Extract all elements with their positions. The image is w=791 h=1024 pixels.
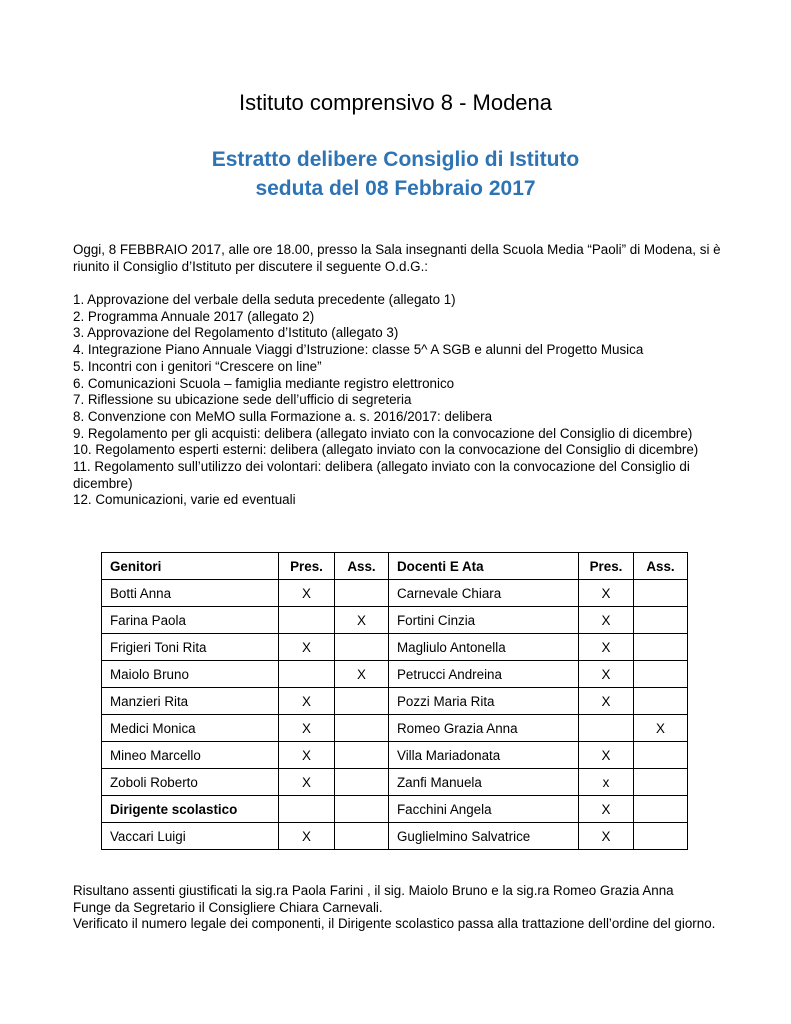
presence-cell: X <box>279 580 335 607</box>
agenda-item: 6. Comunicazioni Scuola – famiglia mediante registro elettronico <box>73 375 455 391</box>
agenda-item: 3. Approvazione del Regolamento d’Istituto (allegato 3) <box>73 325 399 341</box>
absence-cell <box>335 688 389 715</box>
absence-cell <box>634 823 688 850</box>
agenda-item: 11. Regolamento sull’utilizzo dei volontari: delibera (allegato inviato con la convocazione del Consiglio di dicembre) <box>73 459 690 491</box>
agenda-item: 2. Programma Annuale 2017 (allegato 2) <box>73 308 315 324</box>
header-genitori: Genitori <box>102 553 279 580</box>
member-name: Magliulo Antonella <box>389 634 579 661</box>
agenda-item: 9. Regolamento per gli acquisti: delibera (allegato inviato con la convocazione del Consiglio di dicembre) <box>73 425 693 441</box>
presence-cell: X <box>279 634 335 661</box>
presence-cell: X <box>279 715 335 742</box>
header-pres: Pres. <box>279 553 335 580</box>
member-name: Manzieri Rita <box>102 688 279 715</box>
absence-cell <box>634 688 688 715</box>
agenda-item: 4. Integrazione Piano Annuale Viaggi d’Istruzione: classe 5^ A SGB e alunni del Progetto Musica <box>73 342 644 358</box>
attendance-table <box>101 552 688 850</box>
table-row <box>102 607 688 634</box>
member-name: Guglielmino Salvatrice <box>389 823 579 850</box>
absence-cell <box>634 580 688 607</box>
presence-cell: X <box>579 688 634 715</box>
closing-line: Funge da Segretario il Consigliere Chiara Carnevali. <box>73 899 383 915</box>
presence-cell: X <box>579 580 634 607</box>
table-row <box>102 661 688 688</box>
agenda-item: 7. Riflessione su ubicazione sede dell’ufficio di segreteria <box>73 392 412 408</box>
table-row <box>102 715 688 742</box>
member-name: Pozzi Maria Rita <box>389 688 579 715</box>
table-row <box>102 823 688 850</box>
absence-cell <box>634 742 688 769</box>
title-line-2: seduta del 08 Febbraio 2017 <box>255 177 536 200</box>
agenda-list <box>73 292 723 509</box>
member-name: Mineo Marcello <box>102 742 279 769</box>
closing-paragraph <box>73 883 723 933</box>
absence-cell <box>335 580 389 607</box>
closing-line: Risultano assenti giustificati la sig.ra Paola Farini , il sig. Maiolo Bruno e la sig.ra Romeo Grazia Anna <box>73 883 674 898</box>
absence-cell <box>335 715 389 742</box>
presence-cell <box>279 607 335 634</box>
presence-cell: X <box>579 742 634 769</box>
presence-cell: X <box>579 823 634 850</box>
presence-cell: x <box>579 769 634 796</box>
member-name: Botti Anna <box>102 580 279 607</box>
member-name: Carnevale Chiara <box>389 580 579 607</box>
absence-cell <box>335 769 389 796</box>
absence-cell <box>335 823 389 850</box>
absence-cell <box>335 634 389 661</box>
presence-cell <box>279 796 335 823</box>
member-name: Vaccari Luigi <box>102 823 279 850</box>
member-name: Medici Monica <box>102 715 279 742</box>
table-header-row <box>102 553 688 580</box>
presence-cell: X <box>279 742 335 769</box>
absence-cell: X <box>335 661 389 688</box>
table-row <box>102 580 688 607</box>
table-row <box>102 742 688 769</box>
presence-cell: X <box>279 769 335 796</box>
document-title <box>0 145 791 203</box>
member-name: Zanfi Manuela <box>389 769 579 796</box>
presence-cell: X <box>279 823 335 850</box>
member-name: Romeo Grazia Anna <box>389 715 579 742</box>
header-pres: Pres. <box>579 553 634 580</box>
member-name: Facchini Angela <box>389 796 579 823</box>
agenda-item: 12. Comunicazioni, varie ed eventuali <box>73 492 296 508</box>
header-ass: Ass. <box>335 553 389 580</box>
absence-cell: X <box>634 715 688 742</box>
title-line-1: Estratto delibere Consiglio di Istituto <box>211 148 580 171</box>
header-docenti: Docenti E Ata <box>389 553 579 580</box>
absence-cell <box>634 634 688 661</box>
member-name: Dirigente scolastico <box>102 796 279 823</box>
member-name: Frigieri Toni Rita <box>102 634 279 661</box>
absence-cell <box>335 742 389 769</box>
absence-cell <box>634 796 688 823</box>
intro-paragraph: Oggi, 8 FEBBRAIO 2017, alle ore 18.00, presso la Sala insegnanti della Scuola Media “Paoli” di Modena, si è riunito il Consiglio d’Istituto per discutere il seguente O.d.G.: <box>73 242 721 274</box>
table-row <box>102 769 688 796</box>
agenda-item: 1. Approvazione del verbale della seduta precedente (allegato 1) <box>73 292 456 307</box>
closing-line: Verificato il numero legale dei componenti, il Dirigente scolastico passa alla trattazione dell’ordine del giorno. <box>73 916 716 932</box>
table-row <box>102 634 688 661</box>
member-name: Fortini Cinzia <box>389 607 579 634</box>
presence-cell <box>279 661 335 688</box>
member-name: Maiolo Bruno <box>102 661 279 688</box>
table-row <box>102 688 688 715</box>
presence-cell: X <box>279 688 335 715</box>
agenda-item: 5. Incontri con i genitori “Crescere on line” <box>73 358 322 374</box>
absence-cell <box>634 661 688 688</box>
absence-cell <box>335 796 389 823</box>
member-name: Farina Paola <box>102 607 279 634</box>
table-row <box>102 796 688 823</box>
agenda-item: 8. Convenzione con MeMO sulla Formazione a. s. 2016/2017: delibera <box>73 408 493 424</box>
member-name: Zoboli Roberto <box>102 769 279 796</box>
presence-cell <box>579 715 634 742</box>
presence-cell: X <box>579 607 634 634</box>
header-ass: Ass. <box>634 553 688 580</box>
absence-cell <box>634 607 688 634</box>
absence-cell: X <box>335 607 389 634</box>
presence-cell: X <box>579 796 634 823</box>
member-name: Villa Mariadonata <box>389 742 579 769</box>
presence-cell: X <box>579 661 634 688</box>
school-name: Istituto comprensivo 8 - Modena <box>238 90 553 115</box>
agenda-item: 10. Regolamento esperti esterni: delibera (allegato inviato con la convocazione del Consiglio di dicembre) <box>73 442 699 458</box>
member-name: Petrucci Andreina <box>389 661 579 688</box>
presence-cell: X <box>579 634 634 661</box>
absence-cell <box>634 769 688 796</box>
